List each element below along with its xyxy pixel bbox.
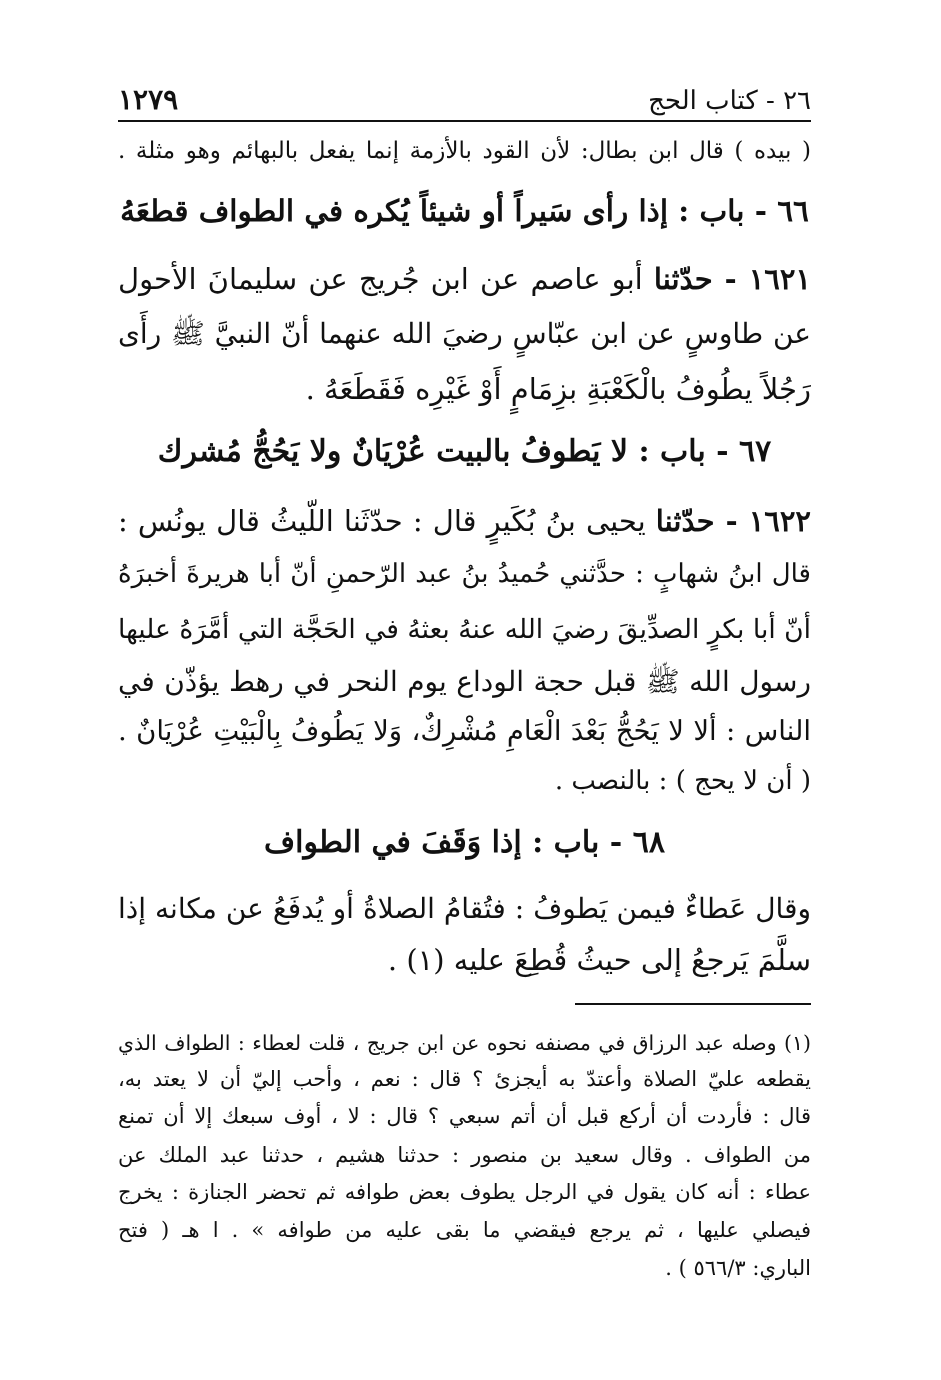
book-chapter-title: ٢٦ - كتاب الحج xyxy=(648,86,811,116)
chapter-66-heading: ٦٦ - باب : إذا رأى سَيراً أو شيئاً يُكره في الطواف قطعَهُ xyxy=(120,193,809,228)
footnote-separator xyxy=(575,1003,811,1005)
hadith-1622-number: ١٦٢٢ - حدّثنا xyxy=(655,504,811,538)
hadith-1622-line-1 xyxy=(118,504,811,538)
running-header xyxy=(118,78,811,122)
footnote-line-6: فيصلي عليها ، ثم يرجع فيقضي ما بقى عليه من طوافه » . ا هـ ( فتح xyxy=(118,1218,811,1242)
hadith-1622-line-5: الناس : ألا لا يَحُجُّ بَعْدَ الْعَامِ مُشْرِكٌ، وَلا يَطُوفُ بِالْبَيْتِ عُرْيَانٌ . xyxy=(118,715,811,747)
hadith-1621-number: ١٦٢١ - حدّثنا xyxy=(653,262,811,296)
hadith-1622-line-2: قال ابنُ شهابٍ : حدَّثني حُميدُ بنُ عبد الرّحمنِ أنّ أبا هريرةَ أخبرَهُ xyxy=(118,559,811,589)
hadith-1621-line-1 xyxy=(118,262,811,296)
hadith-1622-line-4: رسول الله ﷺ قبل حجة الوداع يوم النحر في رهط يؤذّن في xyxy=(118,665,811,698)
hadith-1622-line-1-text: يحيى بنُ بُكَيرٍ قال : حدّثَنا اللّيثُ قال يونُس : xyxy=(118,504,646,538)
ata-line-2: سلَّمَ يَرجعُ إلى حيثُ قُطِعَ عليه (١) . xyxy=(387,943,811,977)
chapter-68-heading: ٦٨ - باب : إذا وَقَفَ في الطواف xyxy=(264,825,665,860)
gloss-1622: ( أن لا يحج ) : بالنصب . xyxy=(554,766,811,796)
hadith-1621-line-3: رَجُلاً يطُوفُ بالْكَعْبَةِ بزِمَامٍ أَوْ غَيْرِه فَقَطَعَهُ . xyxy=(305,372,811,406)
gloss-line: ( بيده ) قال ابن بطال: لأن القود بالأزمة إنما يفعل بالبهائم وهو مثلة . xyxy=(118,138,811,164)
hadith-1622-line-3: أنّ أبا بكرٍ الصدِّيقَ رضيَ الله عنهُ بعثهُ في الحَجَّة التي أمَّرَهُ عليها xyxy=(118,614,811,645)
ata-line-1: وقال عَطاءٌ فيمن يَطوفُ : فتُقامُ الصلاةُ أو يُدفَعُ عن مكانه إذا xyxy=(118,892,811,925)
footnote-line-7: الباري: ٥٦٦/٣ ) . xyxy=(665,1256,811,1280)
footnote-line-1: (١) وصله عبد الرزاق في مصنفه نحوه عن ابن جريج ، قلت لعطاء : الطواف الذي xyxy=(118,1031,811,1055)
footnote-line-4: من الطواف . وقال سعيد بن منصور : حدثنا هشيم ، حدثنا عبد الملك عن xyxy=(118,1143,811,1167)
footnote-line-2: يقطعه عليّ الصلاة وأعتدّ به أيجزئ ؟ قال : نعم ، وأحب إليّ أن لا يعتد به، xyxy=(118,1067,811,1091)
page-number: ١٢٧٩ xyxy=(118,83,179,116)
hadith-1621-line-1-text: أبو عاصم عن ابن جُريج عن سليمانَ الأحول xyxy=(118,262,643,296)
footnote-line-5: عطاء : أنه كان يقول في الرجل يطوف بعض طوافه ثم تحضر الجنازة : يخرج xyxy=(118,1180,811,1204)
chapter-67-heading: ٦٧ - باب : لا يَطوفُ بالبيت عُرْيَانٌ ولا يَحُجُّ مُشرك xyxy=(157,434,772,469)
footnote-line-3: قال : فأردت أن أركع قبل أن أتم سبعي ؟ قال : لا ، أوف سبعك إلا أن تمنع xyxy=(118,1104,811,1128)
hadith-1621-line-2: عن طاوسٍ عن ابن عبّاسٍ رضيَ الله عنهما أنّ النبيَّ ﷺ رأَى xyxy=(118,317,812,350)
